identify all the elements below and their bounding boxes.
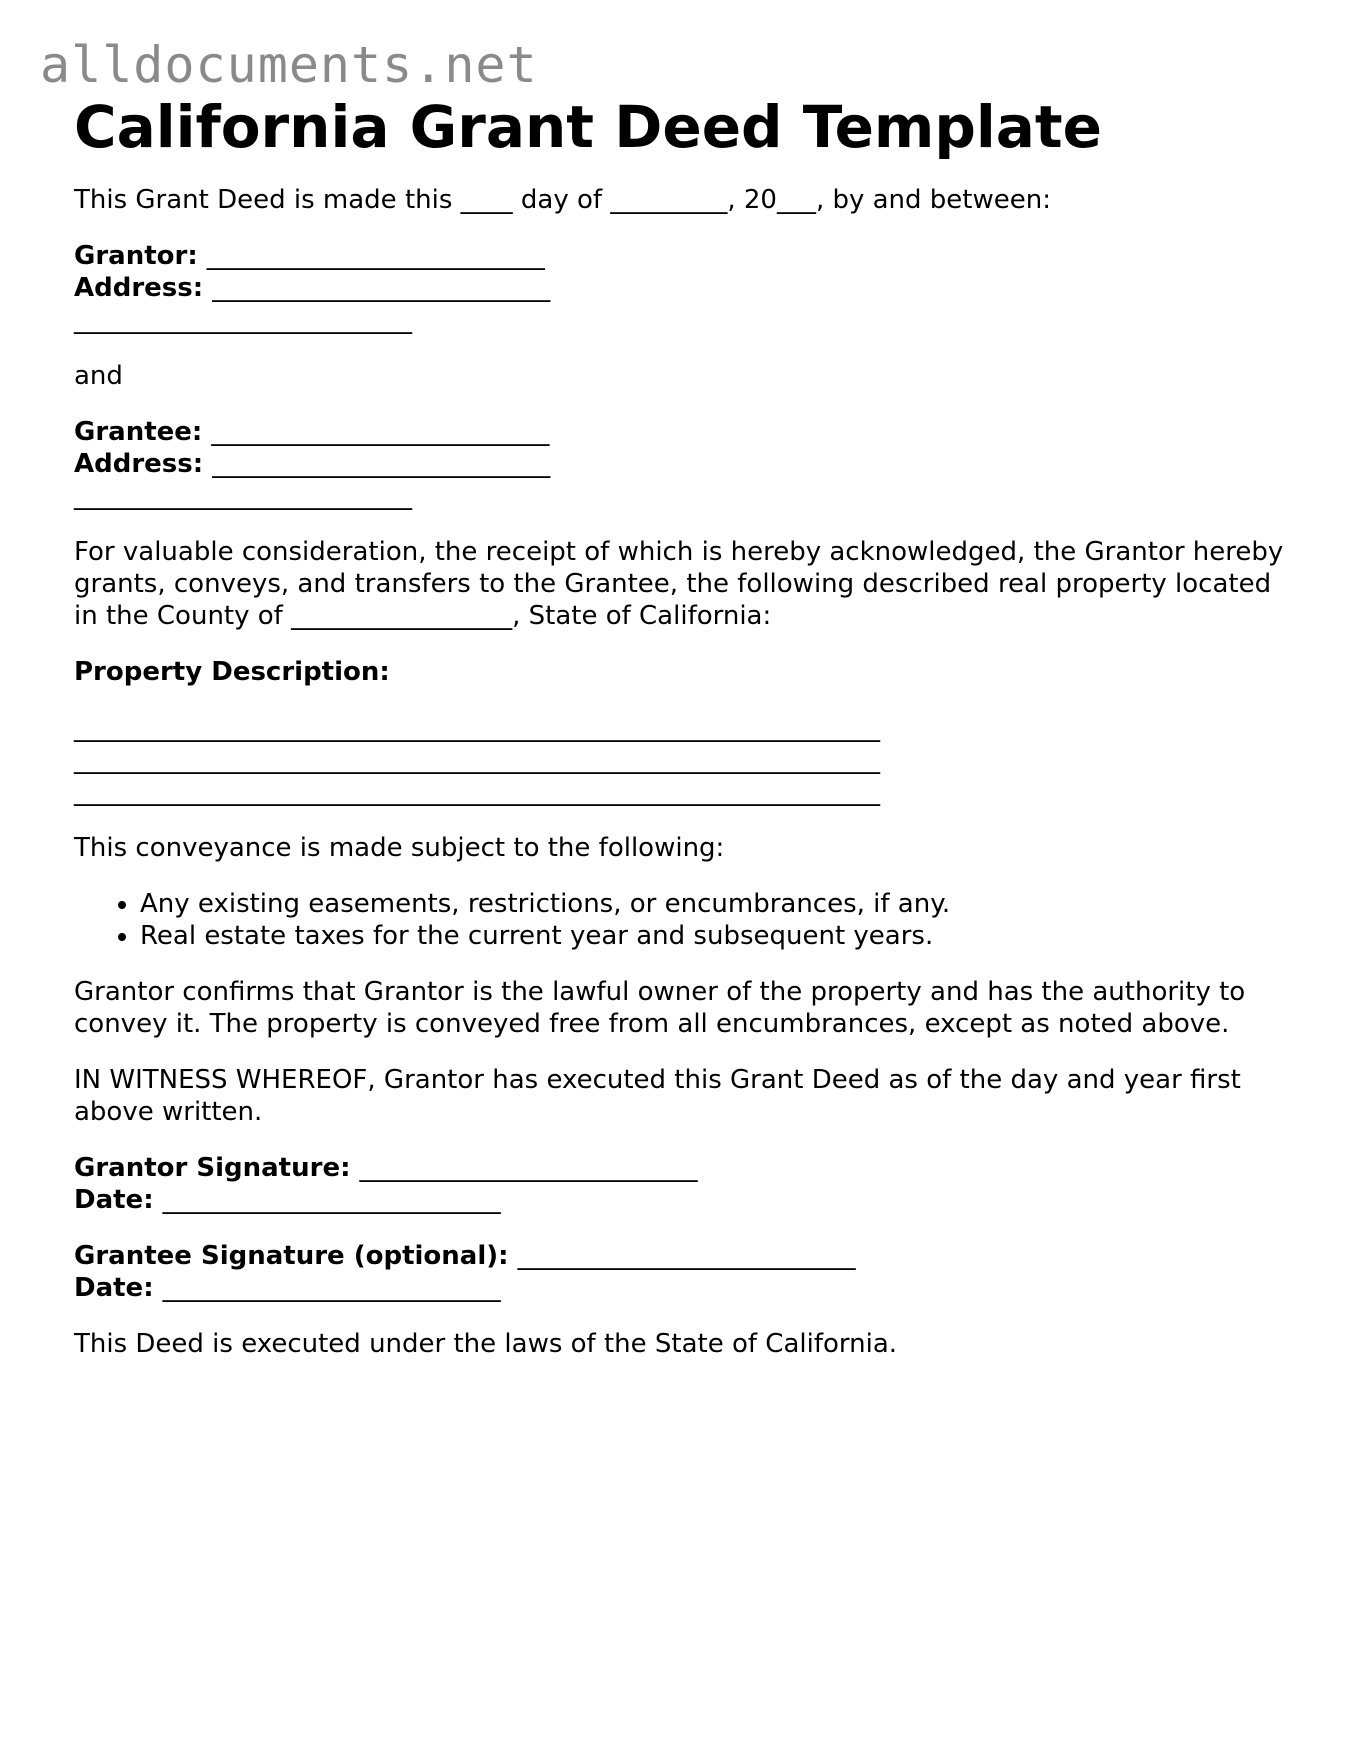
- grantee-signature-blank[interactable]: __________________________: [517, 1241, 856, 1271]
- document: [74, 90, 1294, 1360]
- grantee-date-line: [74, 1272, 1294, 1304]
- grantor-signature-line: [74, 1152, 1294, 1184]
- confirmation-paragraph: Grantor confirms that Grantor is the lawful owner of the property and has the authority to convey it. The property is conveyed free from all encumbrances, except as noted above.: [74, 977, 1246, 1039]
- property-line[interactable]: ______________________________________________________________: [74, 777, 880, 807]
- closing-statement: This Deed is executed under the laws of the State of California.: [74, 1329, 898, 1359]
- grantee-address-label: Address:: [74, 449, 213, 479]
- property-line[interactable]: ______________________________________________________________: [74, 745, 880, 775]
- grantor-signature-blank[interactable]: __________________________: [359, 1153, 698, 1183]
- conditions-list: [74, 888, 1294, 952]
- list-item: • Any existing easements, restrictions, or encumbrances, if any.: [140, 888, 1294, 920]
- page-title: California Grant Deed Template: [74, 93, 1102, 161]
- grantor-block: [74, 240, 1294, 336]
- grantee-block: [74, 416, 1294, 512]
- grantee-address-line: [74, 448, 1294, 480]
- grantor-signature-label: Grantor Signature:: [74, 1153, 360, 1183]
- grantor-address-line2[interactable]: __________________________: [74, 305, 412, 335]
- grantor-address-label: Address:: [74, 273, 213, 303]
- grantor-address-line: [74, 272, 1294, 304]
- watermark: alldocuments.net: [40, 36, 538, 94]
- intro-text: This Grant Deed is made this ____ day of _________, 20___, by and between:: [74, 185, 1051, 215]
- property-line[interactable]: ______________________________________________________________: [74, 713, 880, 743]
- grantee-date-label: Date:: [74, 1273, 163, 1303]
- consideration-paragraph: For valuable consideration, the receipt of which is hereby acknowledged, the Grantor hereby grants, conveys, and transfers to the Grantee, the following described real property located in the County of _________________, State of California:: [74, 537, 1284, 631]
- and-text: and: [74, 361, 123, 391]
- grantor-blank[interactable]: __________________________: [206, 241, 545, 271]
- grantee-signature-label: Grantee Signature (optional):: [74, 1241, 518, 1271]
- grantor-date-label: Date:: [74, 1185, 163, 1215]
- grantee-address-blank[interactable]: __________________________: [212, 449, 551, 479]
- grantor-date-line: [74, 1184, 1294, 1216]
- grantor-address-blank[interactable]: __________________________: [212, 273, 551, 303]
- grantee-label: Grantee:: [74, 417, 212, 447]
- list-item: • Real estate taxes for the current year and subsequent years.: [140, 920, 1294, 952]
- property-description-lines: [74, 712, 1294, 808]
- grantee-signature-block: [74, 1240, 1294, 1304]
- grantor-date-blank[interactable]: __________________________: [162, 1185, 501, 1215]
- grantee-signature-line: [74, 1240, 1294, 1272]
- grantee-address-line2[interactable]: __________________________: [74, 481, 412, 511]
- grantor-label: Grantor:: [74, 241, 207, 271]
- property-description-heading: Property Description:: [74, 657, 390, 687]
- grantee-date-blank[interactable]: __________________________: [162, 1273, 501, 1303]
- grantee-line: [74, 416, 1294, 448]
- grantor-signature-block: [74, 1152, 1294, 1216]
- grantee-blank[interactable]: __________________________: [211, 417, 550, 447]
- witness-paragraph: IN WITNESS WHEREOF, Grantor has executed this Grant Deed as of the day and year first above written.: [74, 1065, 1241, 1127]
- subject-intro: This conveyance is made subject to the following:: [74, 833, 725, 863]
- grantor-line: [74, 240, 1294, 272]
